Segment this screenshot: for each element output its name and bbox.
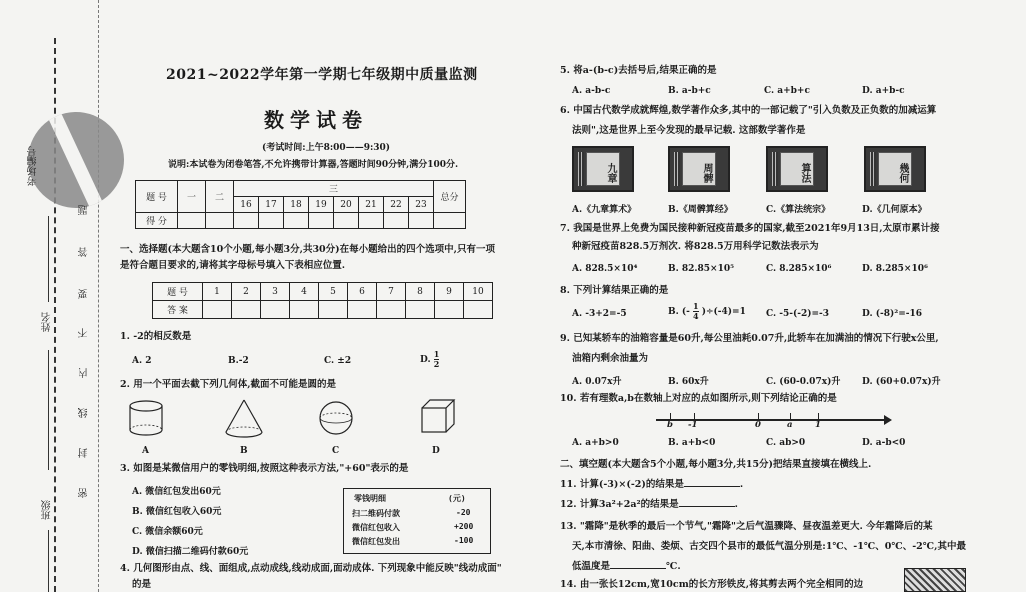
book-spine-lines	[674, 152, 680, 186]
score-blank[interactable]	[409, 213, 434, 229]
book-spine-lines	[578, 152, 584, 186]
answer-number: 6	[348, 283, 377, 301]
score-blank[interactable]	[178, 213, 206, 229]
seal-char: 答	[79, 247, 90, 257]
question-10-stem: 10. 若有理数a,b在数轴上对应的点如图所示,则下列结论正确的是	[560, 393, 837, 404]
q8-fraction	[693, 302, 699, 321]
q1-option-b: B.-2	[228, 356, 249, 366]
answer-blank[interactable]	[348, 301, 377, 319]
seal-char: 不	[79, 328, 90, 338]
answer-number: 3	[261, 283, 290, 301]
wallet-unit: (元)	[448, 494, 466, 503]
tick-label-one: 1	[815, 420, 821, 430]
score-row-label: 得 分	[136, 213, 178, 229]
answer-blank[interactable]	[319, 301, 348, 319]
book-cover-panel	[682, 152, 716, 186]
sphere-shape	[320, 402, 352, 434]
answer-number: 5	[319, 283, 348, 301]
section-2-heading: 二、填空题(本大题含5个小题,每小题3分,共15分)把结果直接填在横线上.	[560, 459, 872, 470]
q1-option-d-prefix: D.	[420, 355, 431, 365]
q10-option-d: D. a-b<0	[862, 438, 906, 448]
question-12-stem: 12. 计算3a²+2a²的结果是	[560, 499, 679, 510]
question-9-stem: 9. 已知某轿车的油箱容量是60升,每公里油耗0.07升,此轿车在加满油的情况下行驶x公里,	[560, 333, 939, 344]
q1-fraction-num: 1	[433, 349, 440, 359]
q6-option-b: B.《周髀算经》	[668, 205, 733, 215]
question-13-line3	[572, 560, 681, 574]
score-sub-cell: 21	[359, 197, 384, 213]
score-header-cell: 一	[178, 181, 206, 213]
name-blank[interactable]	[48, 350, 49, 470]
name-label: 姓名	[42, 312, 53, 332]
q8-option-b-pre: B. (-	[668, 307, 690, 317]
wallet-title: 零钱明细	[354, 494, 386, 503]
q2-label-a: A	[142, 446, 149, 456]
question-7-stem-cont: 种新冠疫苗828.5万剂次. 将828.5万用科学记数法表示为	[572, 241, 819, 252]
score-blank[interactable]	[234, 213, 259, 229]
score-sub-cell: 18	[284, 197, 309, 213]
q2-solids-figure	[126, 398, 476, 444]
answer-blank[interactable]	[261, 301, 290, 319]
class-blank[interactable]	[48, 530, 49, 592]
q14-figure	[904, 568, 966, 592]
wallet-row-label: 微信红包收入	[352, 523, 400, 532]
score-header-cell: 二	[206, 181, 234, 213]
score-sub-cell: 16	[234, 197, 259, 213]
seal-char: 内	[79, 368, 90, 378]
question-1-stem: 1. -2的相反数是	[120, 331, 192, 342]
q9-option-b: B. 60x升	[668, 377, 709, 387]
cone-shape	[226, 400, 262, 437]
answer-blank[interactable]	[406, 301, 435, 319]
book-cover-image	[766, 146, 828, 192]
score-blank[interactable]	[284, 213, 309, 229]
q3-option-a: A. 微信红包发出60元	[132, 487, 221, 497]
score-blank[interactable]	[359, 213, 384, 229]
q6-option-a: A.《九章算术》	[572, 205, 637, 215]
exam-number-blank[interactable]	[48, 216, 49, 302]
question-13-line3-pre: 低温度是	[572, 561, 611, 572]
answer-blank[interactable]	[464, 301, 493, 319]
q8-option-c: C. -5-(-2)=-3	[766, 309, 830, 319]
number-line-arrow	[884, 415, 892, 425]
q10-option-a: A. a+b>0	[572, 438, 619, 448]
question-3-stem: 3. 如图是某微信用户的零钱明细,按照这种表示方法,"+60"表示的是	[120, 463, 409, 474]
wallet-detail-box	[343, 488, 491, 554]
q5-option-a: A. a-b-c	[572, 86, 611, 96]
exam-number-label: 考场编号	[28, 146, 39, 186]
answer-number: 4	[290, 283, 319, 301]
score-sub-cell: 20	[334, 197, 359, 213]
seal-char: 要	[79, 289, 90, 299]
q5-option-d: D. a+b-c	[862, 86, 905, 96]
question-13-line2: 天,本市清徐、阳曲、娄烦、古交四个县市的最低气温分别是:1℃、-1℃、0℃、-2℃,其中最	[572, 541, 966, 552]
question-14-stem: 14. 由一张长12cm,宽10cm的长方形铁皮,将其剪去两个完全相同的边	[560, 579, 864, 590]
number-line-tick	[670, 413, 671, 420]
seal-dashed-line	[98, 0, 99, 592]
answer-number: 9	[435, 283, 464, 301]
q9-option-c: C. (60-0.07x)升	[766, 377, 841, 387]
answer-blank[interactable]	[290, 301, 319, 319]
answer-blank[interactable]	[679, 506, 735, 507]
q7-option-b: B. 82.85×10⁵	[668, 264, 735, 274]
q3-option-c: C. 微信余额60元	[132, 527, 203, 537]
score-sub-cell: 22	[384, 197, 409, 213]
number-line-tick	[694, 413, 695, 420]
seal-char: 密	[79, 488, 90, 498]
wallet-row-label: 扫二维码付款	[352, 509, 400, 518]
q8-fraction-num: 1	[693, 301, 699, 311]
question-6-stem-cont: 法则",这是世界上至今发现的最早记载. 这部数学著作是	[572, 125, 806, 136]
question-11: 11. 计算(-3)×(-2)的结果是 .	[560, 479, 744, 490]
q10-option-b: B. a+b<0	[668, 438, 716, 448]
q1-fraction	[434, 350, 440, 369]
q7-option-a: A. 828.5×10⁴	[572, 264, 638, 274]
question-4-stem-cont: 的是	[132, 579, 152, 590]
wallet-row-value: -20	[456, 508, 471, 517]
q2-label-d: D	[432, 446, 440, 456]
score-blank[interactable]	[259, 213, 284, 229]
answer-table	[152, 282, 493, 319]
answer-blank[interactable]	[610, 568, 666, 569]
q9-option-d: D. (60+0.07x)升	[862, 377, 941, 387]
answer-number: 7	[377, 283, 406, 301]
question-2-stem: 2. 用一个平面去截下列几何体,截面不可能是圆的是	[120, 379, 337, 390]
seal-char: 题	[79, 205, 90, 215]
q9-option-a: A. 0.07x升	[572, 377, 622, 387]
score-header-total: 总分	[434, 181, 466, 213]
score-header-cell: 三	[234, 181, 434, 197]
book-cover-panel	[878, 152, 912, 186]
answer-number: 8	[406, 283, 435, 301]
number-line-tick	[818, 413, 819, 420]
exam-notes: 说明:本试卷为闭卷笔答,不允许携带计算器,答题时间90分钟,满分100分.	[168, 160, 459, 170]
q1-option-d	[420, 350, 439, 369]
answer-blank[interactable]	[435, 301, 464, 319]
question-13-line1: 13. "霜降"是秋季的最后一个节气,"霜降"之后气温骤降、昼夜温差更大. 今年霜降后的某	[560, 521, 933, 532]
q8-option-a: A. -3+2=-5	[572, 309, 627, 319]
tick-label-a: a	[787, 420, 793, 430]
score-blank[interactable]	[434, 213, 466, 229]
q7-option-c: C. 8.285×10⁶	[766, 264, 832, 274]
q8-option-d: D. (-8)²=-16	[862, 309, 923, 319]
q8-option-b-post: )÷(-4)=1	[701, 307, 746, 317]
answer-number: 1	[203, 283, 232, 301]
subject-title: 数学试卷	[264, 108, 368, 132]
q2-label-b: B	[240, 446, 248, 456]
wallet-row-value: +200	[454, 522, 474, 531]
tick-label-b: b	[667, 420, 673, 430]
question-13-line3-post: ℃.	[666, 561, 681, 572]
book-spine-lines	[772, 152, 778, 186]
q6-option-d: D.《几何原本》	[862, 205, 927, 215]
book-glyph: 幾何	[897, 163, 908, 183]
score-table	[135, 180, 466, 229]
question-6-stem: 6. 中国古代数学成就辉煌,数学著作众多,其中的一部记载了"引入负数及正负数的加减运算	[560, 105, 937, 116]
score-sub-cell: 23	[409, 197, 434, 213]
answer-blank[interactable]	[684, 486, 740, 487]
book-glyph: 九章	[605, 163, 616, 183]
book-glyph: 周髀	[701, 163, 712, 183]
question-11-stem: 11. 计算(-3)×(-2)的结果是	[560, 479, 684, 490]
number-line-tick	[758, 413, 759, 420]
book-cover-image	[572, 146, 634, 192]
tick-label-minus-one: -1	[688, 420, 698, 430]
seal-char: 封	[79, 448, 90, 458]
score-blank[interactable]	[309, 213, 334, 229]
answer-row-label: 答 案	[153, 301, 203, 319]
q3-option-b: B. 微信红包收入60元	[132, 507, 222, 517]
book-cover-image	[864, 146, 926, 192]
score-blank[interactable]	[334, 213, 359, 229]
q5-option-b: B. a-b+c	[668, 86, 711, 96]
score-blank[interactable]	[384, 213, 409, 229]
q5-option-c: C. a+b+c	[764, 86, 810, 96]
answer-blank[interactable]	[203, 301, 232, 319]
question-12: 12. 计算3a²+2a²的结果是 .	[560, 499, 738, 510]
question-4-stem: 4. 几何图形由点、线、面组成,点动成线,线动成面,面动成体. 下列现象中能反映"线动成面"	[120, 563, 502, 574]
question-7-stem: 7. 我国是世界上免费为国民接种新冠疫苗最多的国家,截至2021年9月13日,太原市累计接	[560, 223, 940, 234]
question-9-stem-cont: 油箱内剩余油量为	[572, 353, 649, 364]
book-spine-lines	[870, 152, 876, 186]
q6-option-c: C.《算法统宗》	[766, 205, 831, 215]
cube-shape	[422, 400, 454, 432]
score-blank[interactable]	[206, 213, 234, 229]
exam-time: (考试时间:上午8:00——9:30)	[262, 143, 391, 153]
answer-number: 10	[464, 283, 493, 301]
wallet-row-label: 微信红包发出	[352, 537, 400, 546]
question-5-stem: 5. 将a-(b-c)去括号后,结果正确的是	[560, 65, 717, 76]
q10-option-c: C. ab>0	[766, 438, 806, 448]
answer-number: 2	[232, 283, 261, 301]
tick-label-zero: 0	[755, 420, 761, 430]
wallet-row-value: -100	[454, 536, 474, 545]
book-glyph: 算法	[799, 163, 810, 183]
score-header-label: 题 号	[136, 181, 178, 213]
answer-blank[interactable]	[232, 301, 261, 319]
book-cover-panel	[586, 152, 620, 186]
book-cover-image	[668, 146, 730, 192]
class-label: 班级	[42, 500, 53, 520]
book-cover-panel	[780, 152, 814, 186]
q1-fraction-den: 2	[433, 359, 440, 369]
q7-option-d: D. 8.285×10⁶	[862, 264, 928, 274]
answer-blank[interactable]	[377, 301, 406, 319]
q3-option-d: D. 微信扫描二维码付款60元	[132, 547, 249, 557]
q8-option-b	[668, 302, 746, 321]
q1-option-c: C. ±2	[324, 356, 352, 366]
exam-title: 2021~2022学年第一学期七年级期中质量监测	[166, 67, 478, 83]
question-8-stem: 8. 下列计算结果正确的是	[560, 285, 669, 296]
seal-char: 线	[79, 408, 90, 418]
section-1-heading: 一、选择题(本大题含10个小题,每小题3分,共30分)在每小题给出的四个选项中,只有一项是符合题目要求的,请将其字母标号填入下表相应位置.	[120, 244, 495, 271]
q1-option-a: A. 2	[132, 356, 152, 366]
q8-fraction-den: 4	[693, 311, 699, 321]
score-sub-cell: 19	[309, 197, 334, 213]
q2-label-c: C	[332, 446, 340, 456]
cylinder-shape	[130, 401, 162, 435]
answer-row-label: 题 号	[153, 283, 203, 301]
score-sub-cell: 17	[259, 197, 284, 213]
number-line-tick	[790, 413, 791, 420]
